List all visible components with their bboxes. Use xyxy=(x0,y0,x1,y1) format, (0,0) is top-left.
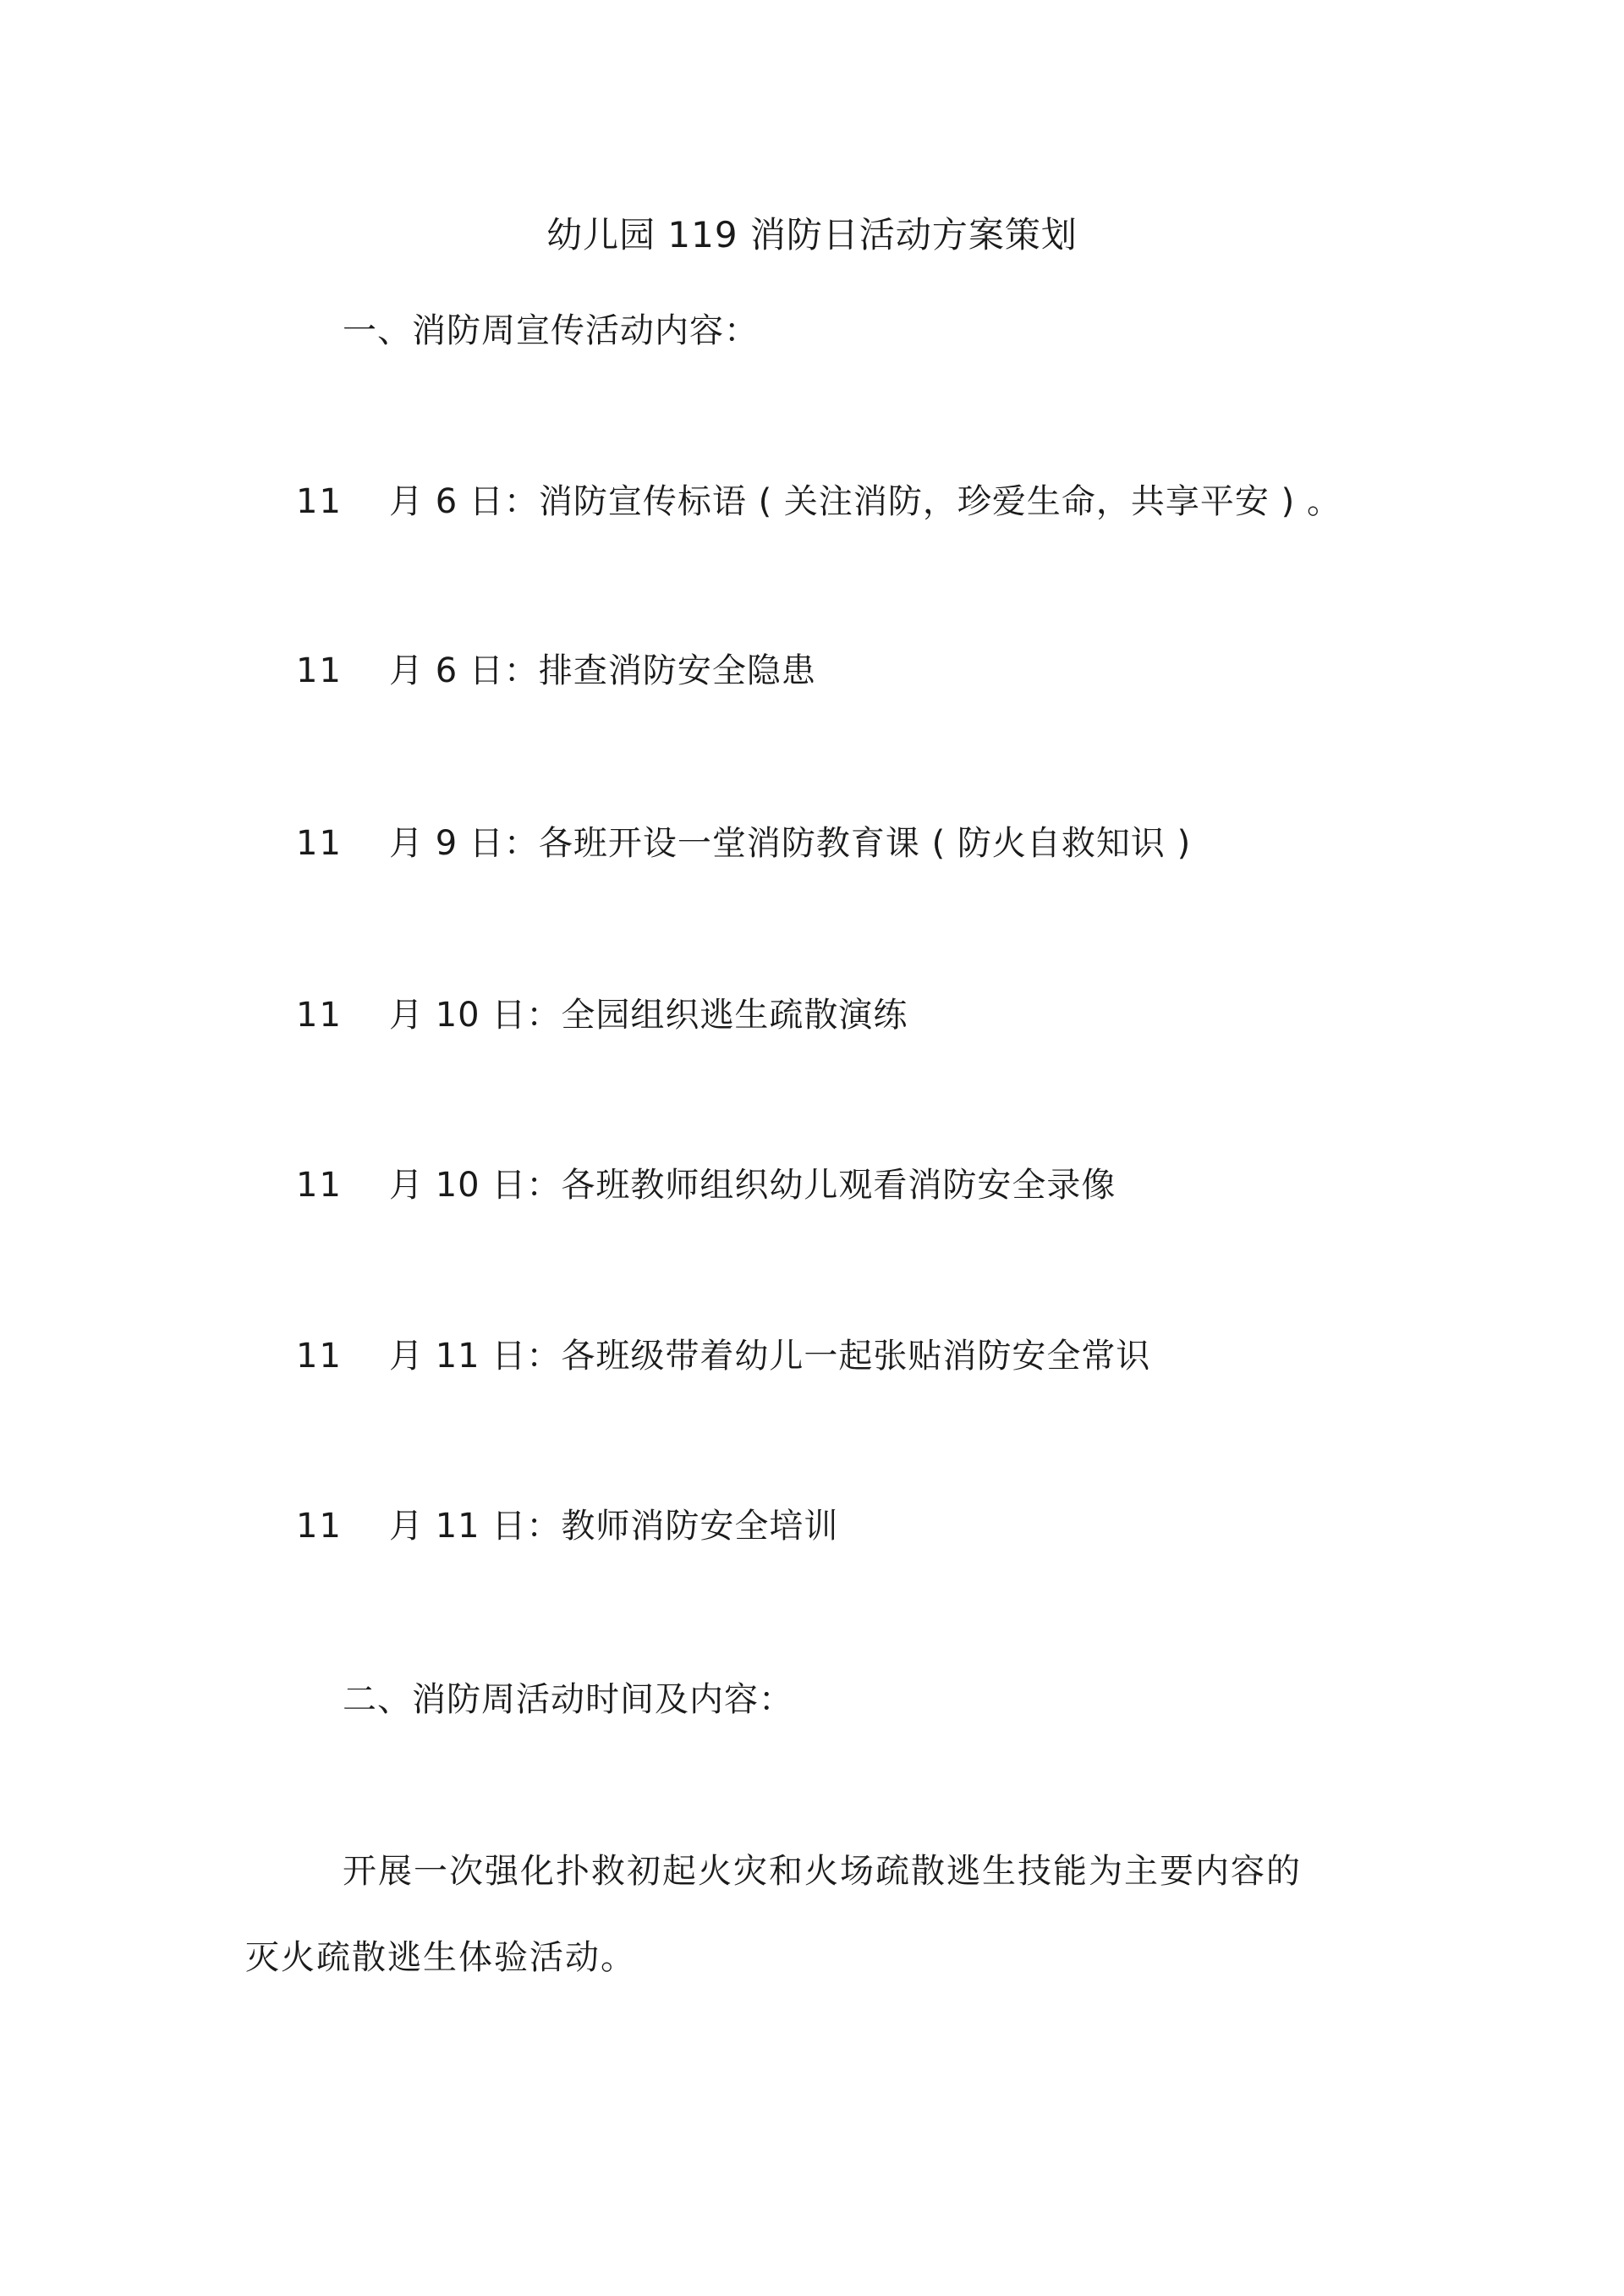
schedule-text: 月 10 日：各班教师组织幼儿观看消防安全录像 xyxy=(389,1166,1116,1205)
schedule-item xyxy=(296,1331,1396,1381)
schedule-item xyxy=(296,476,1396,527)
schedule-text: 月 10 日：全园组织逃生疏散演练 xyxy=(389,996,908,1035)
paragraph-line: 灭火疏散逃生体验活动。 xyxy=(245,1938,636,1977)
schedule-text: 月 9 日：各班开设一堂消防教育课 ( 防火自救知识 ) xyxy=(389,824,1192,863)
schedule-month: 11 xyxy=(296,1507,343,1546)
schedule-month: 11 xyxy=(296,1166,343,1205)
document-title: 幼儿园 119 消防日活动方案策划 xyxy=(546,214,1078,255)
schedule-item xyxy=(296,1501,1396,1552)
schedule-item xyxy=(296,645,1396,696)
schedule-text: 月 11 日：教师消防安全培训 xyxy=(389,1507,839,1546)
paragraph-line: 开展一次强化扑救初起火灾和火场疏散逃生技能为主要内容的 xyxy=(343,1852,1302,1891)
section-heading-publicity: 一、消防周宣传活动内容： xyxy=(343,311,759,350)
schedule-month: 11 xyxy=(296,824,343,863)
schedule-text: 月 11 日：各班级带着幼儿一起张贴消防安全常识 xyxy=(389,1337,1151,1376)
schedule-month: 11 xyxy=(296,1337,343,1376)
schedule-month: 11 xyxy=(296,651,343,690)
schedule-item xyxy=(296,990,1396,1041)
schedule-item xyxy=(296,1160,1396,1211)
schedule-month: 11 xyxy=(296,482,343,521)
schedule-item xyxy=(296,818,1396,869)
schedule-text: 月 6 日：消防宣传标语 ( 关注消防，珍爱生命，共享平安 ) 。 xyxy=(389,482,1341,521)
schedule-text: 月 6 日：排查消防安全隐患 xyxy=(389,651,816,690)
schedule-month: 11 xyxy=(296,996,343,1035)
section-heading-activities: 二、消防周活动时间及内容： xyxy=(343,1680,793,1719)
